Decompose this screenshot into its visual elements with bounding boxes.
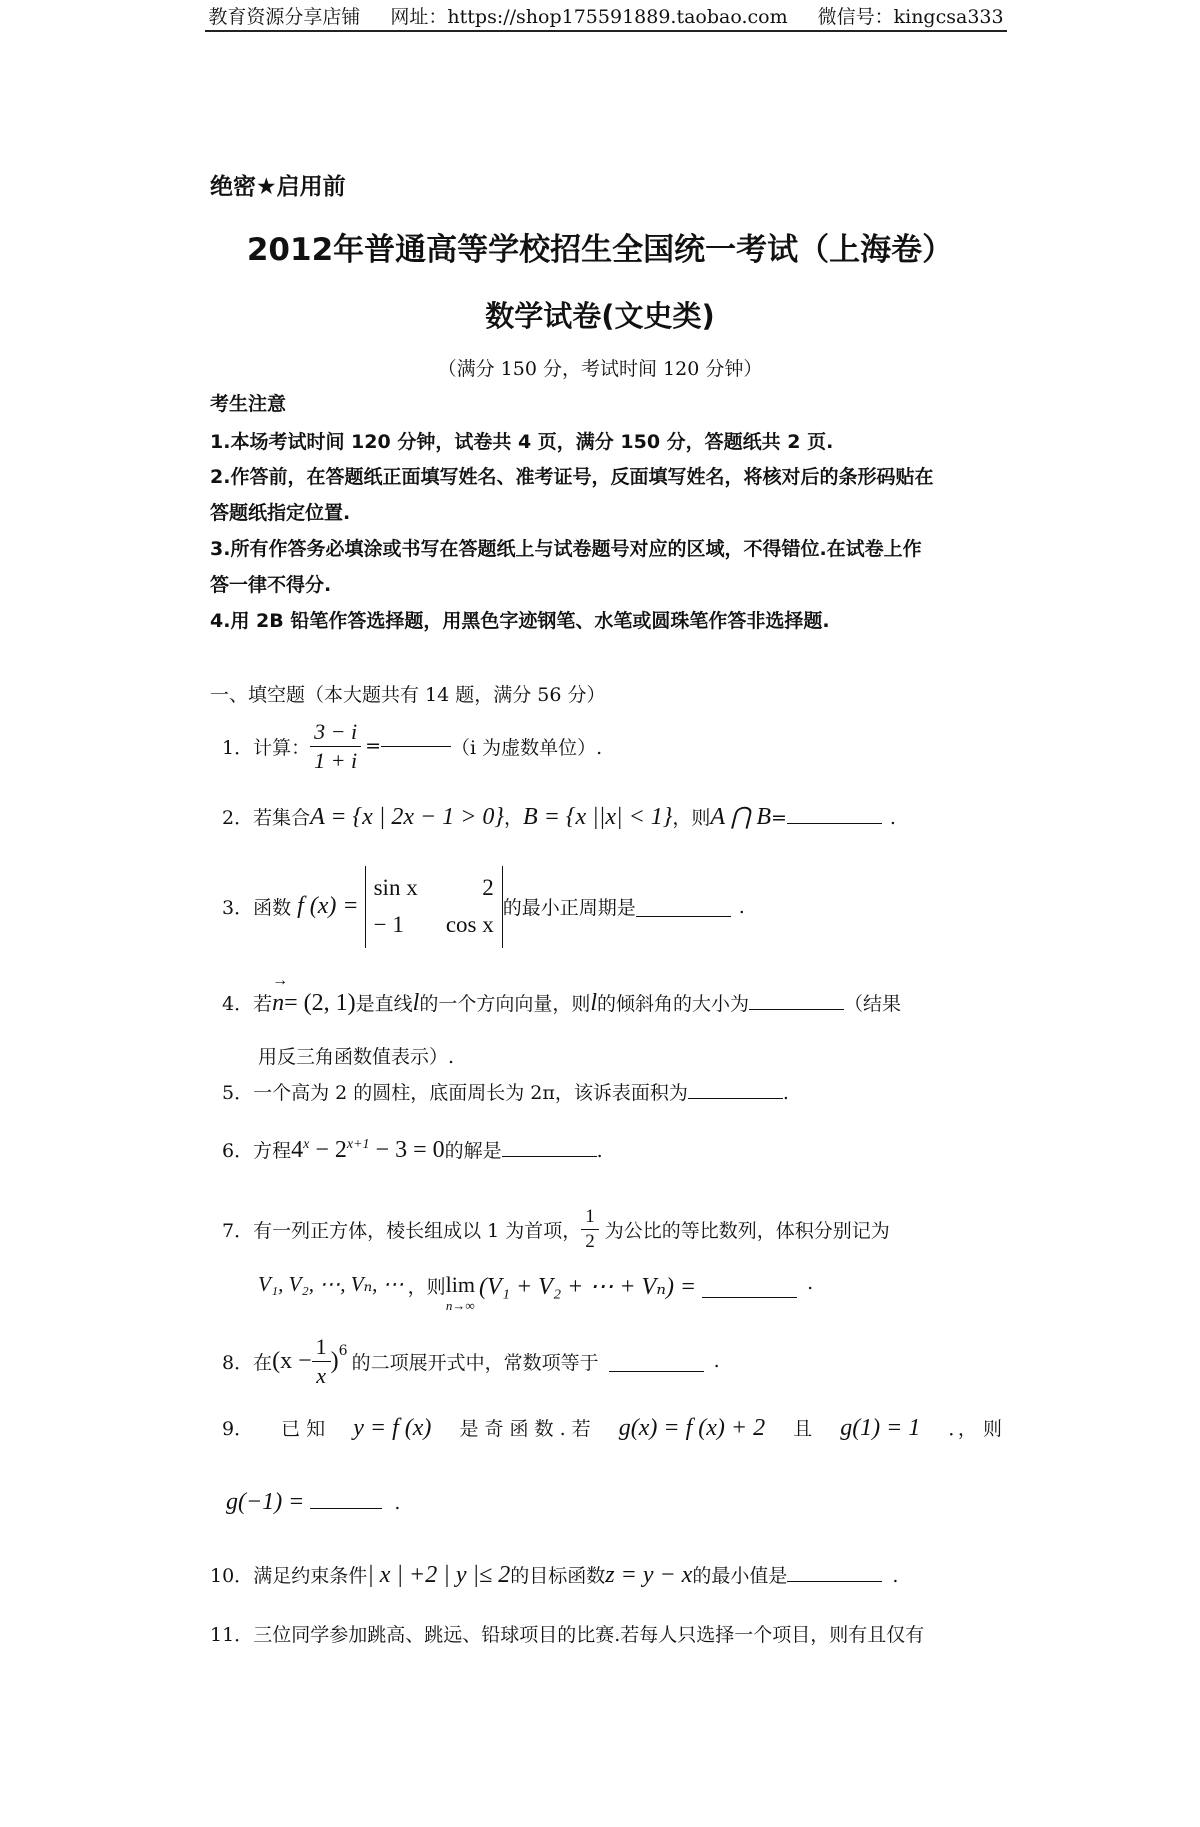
question-text: ．， 则 bbox=[948, 1418, 1002, 1440]
question-number: 10． bbox=[210, 1565, 254, 1587]
question-number: 5． bbox=[222, 1082, 254, 1104]
question-text: 一个高为 2 的圆柱，底面周长为 2π，该诉表面积为 bbox=[253, 1082, 688, 1104]
question-number: 6． bbox=[222, 1140, 254, 1162]
question-lead: 满足约束条件 bbox=[253, 1565, 368, 1587]
question-9 bbox=[222, 1414, 1002, 1442]
equation-term: − 2 bbox=[309, 1137, 347, 1163]
period: . bbox=[889, 807, 896, 829]
notice-item-2b: 答题纸指定位置. bbox=[210, 502, 351, 524]
determinant-row-1 bbox=[374, 870, 494, 907]
question-text: 的倾斜角的大小为 bbox=[597, 993, 750, 1015]
answer-blank[interactable] bbox=[787, 1580, 882, 1582]
question-text: 是 奇 函 数 . 若 bbox=[459, 1418, 591, 1440]
notice-item-3a: 3.所有作答务必填涂或书写在答题纸上与试卷题号对应的区域，不得错位.在试卷上作 bbox=[210, 538, 922, 560]
binomial-open: (x − bbox=[272, 1347, 312, 1374]
question-text: 是直线 bbox=[355, 993, 413, 1015]
question-number: 8． bbox=[222, 1351, 254, 1374]
question-number: 4． bbox=[222, 993, 254, 1015]
fraction-numerator: 1 bbox=[312, 1333, 331, 1362]
period: . bbox=[713, 1350, 720, 1372]
question-lead: 已 知 bbox=[281, 1418, 326, 1440]
determinant-cell: cos x bbox=[445, 911, 494, 937]
notice-heading: 考生注意 bbox=[210, 393, 287, 415]
question-2 bbox=[222, 802, 896, 831]
answer-blank[interactable] bbox=[609, 1370, 704, 1372]
answer-blank[interactable] bbox=[502, 1155, 597, 1157]
question-8 bbox=[222, 1333, 720, 1389]
vector-expression: = (2, 1) bbox=[284, 990, 356, 1016]
section-heading: 一、填空题（本大题共有 14 题，满分 56 分） bbox=[210, 684, 606, 706]
period: . bbox=[892, 1565, 899, 1587]
period: . bbox=[807, 1272, 814, 1294]
answer-blank[interactable] bbox=[636, 915, 731, 917]
question-tail: 的最小值是 bbox=[692, 1565, 788, 1587]
question-1 bbox=[222, 718, 602, 774]
period: . bbox=[782, 1082, 789, 1104]
line-variable: l bbox=[412, 990, 420, 1016]
answer-blank[interactable] bbox=[787, 822, 882, 824]
determinant-cell: − 1 bbox=[373, 911, 404, 937]
equation-base: 4 bbox=[291, 1137, 304, 1163]
equation-term: − 3 = 0 bbox=[369, 1137, 445, 1163]
determinant-cell: 2 bbox=[482, 875, 494, 900]
question-tail: （结果 bbox=[844, 993, 902, 1015]
vector-n: → n bbox=[272, 990, 284, 1017]
line-variable: l bbox=[590, 990, 598, 1016]
math-expression: y = f (x) bbox=[353, 1415, 432, 1441]
fraction bbox=[581, 1205, 599, 1254]
answer-blank[interactable] bbox=[688, 1097, 783, 1099]
question-5 bbox=[222, 1078, 789, 1105]
limit-expression: (V₁ + V₂ + ⋯ + Vₙ) = bbox=[478, 1274, 697, 1300]
answer-blank[interactable] bbox=[310, 1507, 382, 1509]
fraction-numerator: 1 bbox=[581, 1205, 599, 1230]
fraction bbox=[312, 1333, 331, 1389]
question-number: 2． bbox=[222, 807, 254, 829]
question-11 bbox=[210, 1620, 924, 1647]
question-text: 的目标函数 bbox=[510, 1565, 606, 1587]
question-tail: 的二项展开式中，常数项等于 bbox=[351, 1351, 599, 1374]
question-10 bbox=[210, 1561, 898, 1589]
equation bbox=[291, 1137, 445, 1164]
notice-item-1: 1.本场考试时间 120 分钟，试卷共 4 页，满分 150 分，答题纸共 2 页. bbox=[210, 431, 834, 453]
exam-title: 2012年普通高等学校招生全国统一考试（上海卷） bbox=[246, 232, 954, 268]
limit-subscript: n→∞ bbox=[445, 1298, 475, 1313]
answer-blank[interactable] bbox=[749, 1008, 844, 1010]
header-wechat: 微信号：kingcsa333 bbox=[817, 5, 1004, 28]
period: . bbox=[596, 1140, 603, 1162]
question-lead: 函数 bbox=[253, 897, 292, 920]
question-lead: 若集合 bbox=[253, 807, 311, 829]
question-number: 1． bbox=[222, 736, 254, 759]
determinant bbox=[365, 866, 503, 948]
question-text: 的一个方向向量，则 bbox=[419, 993, 591, 1015]
notice-item-3b: 答一律不得分. bbox=[210, 574, 332, 596]
determinant-row-2 bbox=[374, 907, 494, 944]
intersection-expression: A ⋂ B bbox=[710, 804, 771, 830]
determinant-cell: sin x bbox=[373, 875, 418, 900]
exponent: 6 bbox=[338, 1343, 348, 1359]
question-tail: 为公比的等比数列，体积分别记为 bbox=[604, 1219, 890, 1242]
math-expression: g(−1) = bbox=[226, 1489, 305, 1515]
then-text: ，则 bbox=[672, 807, 711, 829]
limit-operator: lim bbox=[445, 1272, 475, 1297]
question-tail: 的解是 bbox=[444, 1140, 502, 1162]
fraction-denominator: x bbox=[316, 1362, 327, 1388]
question-number: 3． bbox=[222, 897, 254, 920]
fraction-numerator: 3 − i bbox=[310, 718, 361, 747]
question-number: 9． bbox=[222, 1418, 254, 1440]
answer-blank[interactable] bbox=[702, 1296, 797, 1298]
question-lead: 有一列正方体，棱长组成以 1 为首项， bbox=[253, 1219, 582, 1242]
question-9-line-2 bbox=[226, 1489, 400, 1516]
question-number: 11． bbox=[210, 1624, 254, 1646]
question-text: 三位同学参加跳高、跳远、铅球项目的比赛.若每人只选择一个项目，则有且仅有 bbox=[253, 1624, 925, 1646]
function-expression: f (x) = bbox=[297, 893, 359, 920]
math-expression: g(1) = 1 bbox=[840, 1415, 921, 1441]
question-tail: 的最小正周期是 bbox=[502, 897, 636, 920]
fraction bbox=[310, 718, 361, 774]
question-4-line-2: 用反三角函数值表示）. bbox=[258, 1046, 455, 1068]
then-text: ，则 bbox=[407, 1276, 446, 1298]
question-7 bbox=[222, 1205, 890, 1254]
equals-sign: = bbox=[770, 807, 787, 829]
fraction-denominator: 2 bbox=[585, 1230, 595, 1252]
fraction-denominator: 1 + i bbox=[314, 747, 358, 773]
exponent: x bbox=[303, 1137, 310, 1152]
exam-subtitle: 数学试卷(文史类) bbox=[485, 299, 715, 333]
question-lead: 在 bbox=[253, 1351, 273, 1374]
question-7-line-2 bbox=[258, 1272, 813, 1314]
equals-sign: = bbox=[365, 735, 381, 757]
question-text: 且 bbox=[793, 1418, 813, 1440]
binomial-close: ) bbox=[330, 1347, 339, 1374]
comma: ， bbox=[504, 807, 524, 829]
question-6 bbox=[222, 1136, 603, 1164]
question-note: （i 为虚数单位）. bbox=[451, 736, 603, 759]
set-b-expression: B = {x ||x| < 1} bbox=[523, 804, 673, 830]
page-header bbox=[205, 0, 1007, 32]
notice-item-4: 4.用 2B 铅笔作答选择题，用黑色字迹钢笔、水笔或圆珠笔作答非选择题. bbox=[210, 610, 830, 632]
constraint-expression: | x | +2 | y |≤ 2 bbox=[367, 1562, 511, 1588]
question-number: 7． bbox=[222, 1219, 254, 1242]
objective-expression: z = y − x bbox=[605, 1562, 693, 1588]
period: . bbox=[394, 1492, 401, 1514]
period: . bbox=[738, 895, 745, 918]
secret-label: 绝密★启用前 bbox=[210, 174, 346, 200]
question-lead: 方程 bbox=[253, 1140, 292, 1162]
answer-blank[interactable] bbox=[381, 745, 451, 747]
header-url: 网址：https://shop175591889.taobao.com bbox=[390, 5, 788, 28]
question-3 bbox=[222, 866, 745, 948]
math-expression: g(x) = f (x) + 2 bbox=[618, 1415, 766, 1441]
header-shop: 教育资源分享店铺 bbox=[208, 5, 361, 28]
set-a-expression: A = {x | 2x − 1 > 0} bbox=[310, 804, 505, 830]
limit bbox=[446, 1272, 475, 1314]
question-4 bbox=[222, 989, 901, 1017]
notice-item-2a: 2.作答前，在答题纸正面填写姓名、准考证号，反面填写姓名，将核对后的条形码贴在 bbox=[210, 466, 934, 488]
exponent: x+1 bbox=[346, 1137, 370, 1152]
question-lead: 计算： bbox=[253, 736, 311, 759]
sequence-expression: V₁, V₂, ⋯, Vₙ, ⋯ bbox=[258, 1272, 404, 1296]
question-lead: 若 bbox=[253, 993, 273, 1015]
score-note: （满分 150 分，考试时间 120 分钟） bbox=[437, 358, 763, 380]
